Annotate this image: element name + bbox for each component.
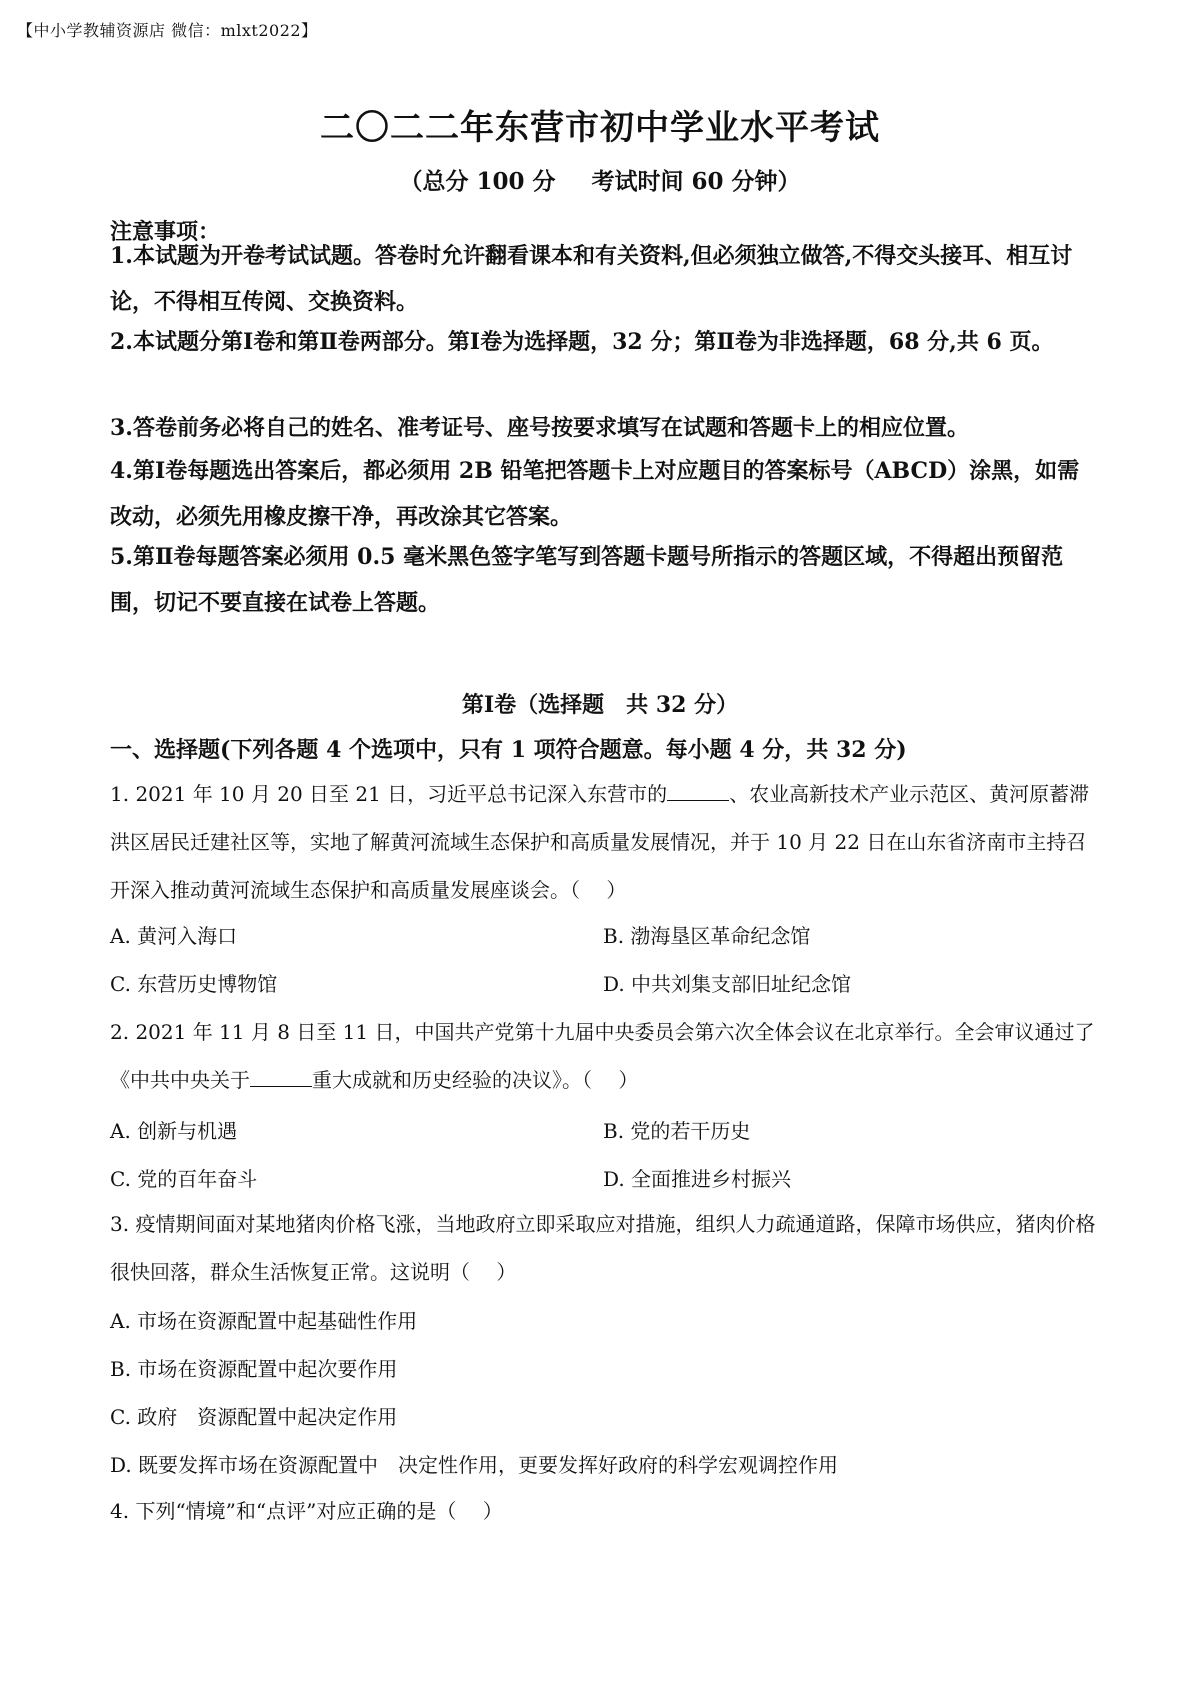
question-2-option-c: C. 党的百年奋斗: [110, 1167, 258, 1191]
question-2-stem-end: 重大成就和历史经验的决议》。（ ）: [312, 1068, 639, 1092]
question-3-option-c: C. 政府 资源配置中起决定作用: [110, 1405, 398, 1429]
question-1-option-c: C. 东营历史博物馆: [110, 972, 278, 996]
question-1-stem: [110, 770, 1100, 914]
notice-item-1: 1.本试题为开卷考试试题。答卷时允许翻看课本和有关资料,但必须独立做答,不得交头接耳、相互讨论，不得相互传阅、交换资料。: [110, 243, 1073, 315]
question-2-stem-start: 2. 2021 年 11 月 8 日至 11 日，中国共产党第十九届中央委员会第六次全体会议在北京举行。全会审议通过了《中共中央关于: [110, 1020, 1095, 1092]
question-1-stem-start: 1. 2021 年 10 月 20 日至 21 日，习近平总书记深入东营市的: [110, 782, 668, 806]
header-note: 【中小学教辅资源店 微信：mlxt2022】: [17, 21, 318, 40]
part1-title: 第Ⅰ卷（选择题 共 32 分）: [461, 692, 739, 718]
exam-subtitle: [0, 163, 1200, 196]
question-1-option-d: D. 中共刘集支部旧址纪念馆: [603, 972, 852, 996]
notice-item-5: 5.第Ⅱ卷每题答案必须用 0.5 毫米黑色签字笔写到答题卡题号所指示的答题区域，不得超出预留范围，切记不要直接在试卷上答题。: [110, 544, 1064, 616]
notice-item-3: 3.答卷前务必将自己的姓名、准考证号、座号按要求填写在试题和答题卡上的相应位置。: [110, 415, 969, 441]
question-1-stem-end: 、农业高新技术产业示范区、黄河原蓄滞洪区居民迁建社区等，实地了解黄河流域生态保护和高质量发展情况，并于 10 月 22 日在山东省济南市主持召开深入推动黄河流域生态保护和高质量发展座谈会。（ ）: [110, 782, 1090, 902]
notice-item-2: 2.本试题分第Ⅰ卷和第Ⅱ卷两部分。第Ⅰ卷为选择题，32 分；第Ⅱ卷为非选择题，68 分,共 6 页。: [110, 329, 1054, 355]
question-2-option-a: A. 创新与机遇: [110, 1119, 238, 1143]
question-3-option-d: D. 既要发挥市场在资源配置中 决定性作用，更要发挥好政府的科学宏观调控作用: [110, 1453, 839, 1477]
answer-blank: [667, 782, 729, 801]
answer-blank: [250, 1068, 312, 1087]
question-4-stem: 4. 下列“情境”和“点评”对应正确的是（ ）: [110, 1499, 503, 1523]
exam-time: 考试时间 60 分钟）: [591, 168, 801, 195]
section-heading: 一、选择题(下列各题 4 个选项中，只有 1 项符合题意。每小题 4 分，共 32 分): [110, 737, 907, 763]
question-3-option-a: A. 市场在资源配置中起基础性作用: [110, 1309, 418, 1333]
question-2-stem: [110, 1008, 1100, 1104]
exam-title: 二〇二二年东营市初中学业水平考试: [320, 108, 880, 148]
total-score: （总分 100 分: [399, 168, 556, 195]
question-3-stem: 3. 疫情期间面对某地猪肉价格飞涨，当地政府立即采取应对措施，组织人力疏通道路，保障市场供应，猪肉价格很快回落，群众生活恢复正常。这说明（ ）: [110, 1212, 1096, 1284]
notice-heading: 注意事项：: [110, 219, 221, 245]
question-2-option-b: B. 党的若干历史: [603, 1119, 751, 1143]
question-1-option-b: B. 渤海垦区革命纪念馆: [603, 924, 811, 948]
question-2-option-d: D. 全面推进乡村振兴: [603, 1167, 792, 1191]
notice-item-4: 4.第Ⅰ卷每题选出答案后，都必须用 2B 铅笔把答题卡上对应题目的答案标号（ABCD）涂黑，如需改动，必须先用橡皮擦干净，再改涂其它答案。: [110, 458, 1080, 530]
question-3-option-b: B. 市场在资源配置中起次要作用: [110, 1357, 398, 1381]
question-1-option-a: A. 黄河入海口: [110, 924, 238, 948]
